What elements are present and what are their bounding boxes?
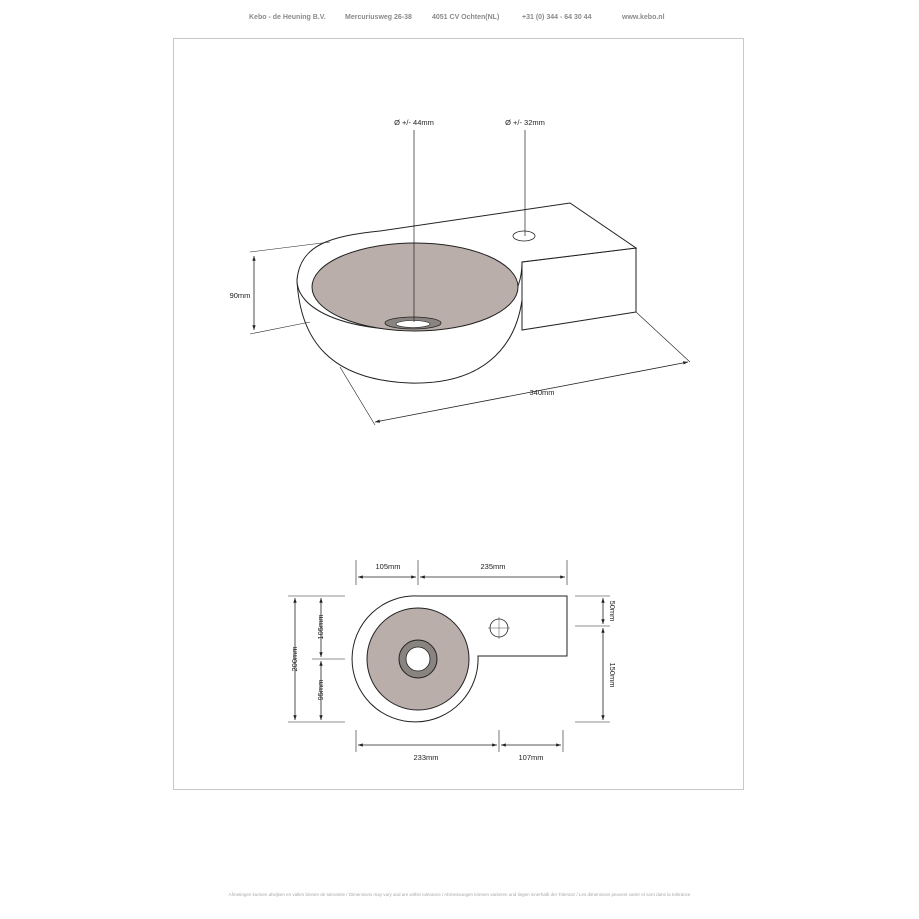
- tap-hole: [513, 231, 535, 241]
- right-depth-label: 150mm: [608, 662, 617, 688]
- drain-diameter-label: Ø +/- 44mm: [394, 118, 434, 127]
- street-address: Mercuriusweg 26-38: [345, 14, 412, 21]
- bottom-left-width-label: 233mm: [413, 753, 439, 762]
- bottom-right-width-label: 107mm: [518, 753, 544, 762]
- city-address: 4051 CV Ochten(NL): [432, 14, 500, 21]
- lower-depth-label: 95mm: [316, 679, 325, 701]
- company-name: Kebo - de Heuning B.V.: [249, 14, 326, 21]
- drain-hole: [396, 321, 430, 328]
- deck-depth-label: 50mm: [608, 600, 617, 622]
- footer-disclaimer: Afmetingen kunnen afwijken en vallen binnen de tolerantie / Dimensions may vary and are within tolerance / Abmessungen können variieren und liegen innerhalb der Toleranz / Les dimensions peuvent varier et sont dans la tolérance: [228, 892, 691, 897]
- top-view-drain-hole: [406, 647, 430, 671]
- upper-depth-label: 105mm: [316, 614, 325, 640]
- tap-diameter-label: Ø +/- 32mm: [505, 118, 545, 127]
- total-depth-label: 200mm: [290, 646, 299, 672]
- length-label: 340mm: [529, 388, 555, 397]
- perspective-view: [230, 118, 690, 425]
- height-extension-bottom: [250, 322, 310, 334]
- website-link[interactable]: www.kebo.nl: [622, 14, 665, 21]
- length-extension-right: [636, 312, 690, 362]
- phone-number: +31 (0) 344 - 64 30 44: [522, 14, 592, 21]
- top-view: [288, 560, 617, 762]
- bowl-width-label: 105mm: [375, 562, 401, 571]
- height-label: 90mm: [229, 291, 251, 300]
- deck-width-label: 235mm: [480, 562, 506, 571]
